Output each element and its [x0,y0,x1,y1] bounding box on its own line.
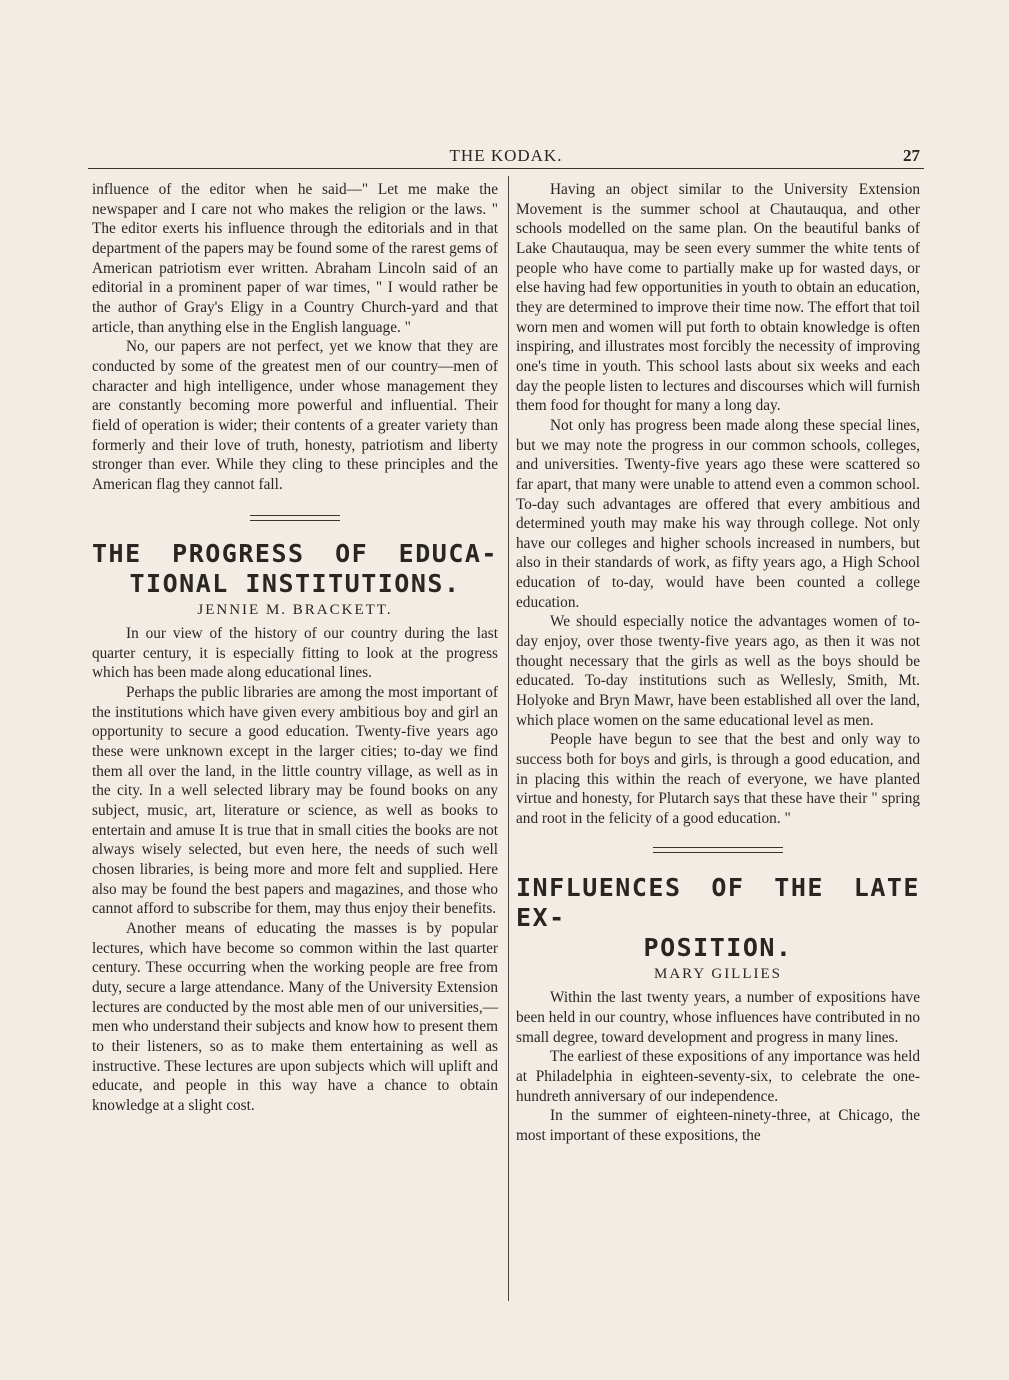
paragraph: In the summer of eighteen-ninety-three, at Chicago, the most important of these expositions, the [516,1107,920,1144]
page-number: 27 [903,146,920,165]
paragraph: Another means of educating the masses is by popular lectures, which have become so common within the last quarter century. These occurring when the working people are free from duty, secure a large attendance. Many of the University Extension lectures are conducted by the most able men of our universities,—men who understand their subjects and know how to present them to their listeners, so as to make them entertaining as well as instructive. These lectures are upon subjects which will uplift and educate, and people in this way have a chance to obtain knowledge at a slight cost. [92,920,498,1114]
paragraph: In our view of the history of our country during the last quarter century, it is especially fitting to look at the progress which has been made along educational lines. [92,625,498,682]
article-headline [92,539,498,599]
left-column [92,180,498,1116]
section-rule [653,847,783,853]
paragraph: Perhaps the public libraries are among the most important of the institutions which have given every ambitious boy and girl an opportunity to secure a good education. Twenty-five years ago these were unknown except in the larger cities; to-day we find them all over the land, in the little country village, as well as in the city. In a well selected library may be found books on any subject, music, art, literature or science, as well as books to entertain and amuse It is true that in small cities the books are not always wisely selected, but even here, the needs of such well chosen libraries, is being more and more felt and supplied. Here also may be found the best papers and magazines, and those who cannot afford to subscribe for them, may thus enjoy their benefits. [92,684,498,918]
column-divider [508,176,509,1301]
paragraph: People have begun to see that the best and only way to success both for boys and girls, is through a good education, and in placing this within the reach of everyone, we have planted virtue and honesty, for Plutarch says that these have their " spring and root in the felicity of a good education. " [516,731,920,827]
paragraph: Within the last twenty years, a number of expositions have been held in our country, whose influences have contributed in no small degree, toward development and progress in many lines. [516,989,920,1046]
paragraph: influence of the editor when he said—" Let me make the newspaper and I care not who makes the religion or the laws. " The editor exerts his influence through the editorials and in that department of the papers may be found some of the rarest gems of American patriotism ever written. Abraham Lincoln said of an editorial in a prominent paper of war times, " I would rather be the author of Gray's Eligy in a Country Church-yard and that article, than anything else in the English language. " [92,181,498,336]
periodical-title: THE KODAK. [449,146,563,165]
article-byline: MARY GILLIES [653,965,783,982]
paragraph: We should especially notice the advantages women of to-day enjoy, over those twenty-five years ago, as then it was not thought necessary that the girls as well as the boys should be educated. To-day institutions such as Wellesly, Smith, Mt. Holyoke and Bryn Mawr, have been established all over the land, which place women on the same educational level as men. [516,613,920,729]
article-headline [516,873,920,963]
headline-line-1: INFLUENCES OF THE LATE EX- [516,872,920,932]
paragraph: Not only has progress been made along these special lines, but we may note the progress in our common schools, colleges, and universities. Twenty-five years ago these were scattered so far apart, that many were unable to attend even a common school. To-day such advantages are offered that every ambitious and determined youth may make his way through college. Not only have our colleges and higher schools increased in numbers, but also in their standards of work, as fifty years ago, a High School education of to-day, would have been counted a college education. [516,416,920,611]
headline-line-2: POSITION. [643,932,793,962]
headline-line-1: THE PROGRESS OF EDUCA- [92,538,498,568]
headline-line-2: TIONAL INSTITUTIONS. [129,568,461,598]
paragraph: Having an object similar to the University Extension Movement is the summer school at Chautauqua, and other schools modelled on the same plan. On the beautiful banks of Lake Chautauqua, may be seen every summer the white tents of people who have come to partially make up for wasted days, or else having had few opportunities in youth to obtain an education, they are determined to improve their time now. The effort that toil worn men and women will put forth to obtain knowledge is often inspiring, and illustrates most forcibly the necessity of improving one's time in youth. This school lasts about six weeks and each day the people listen to lectures and discourses which will furnish them food for thought for many a long day. [516,181,921,415]
right-column [516,180,920,1146]
section-rule [250,515,340,521]
paragraph: No, our papers are not perfect, yet we know that they are conducted by some of the greatest men of our country—men of character and high intelligence, under whose management they are constantly becoming more powerful and influential. Their field of operation is wider; their contents of a greater variety than formerly and their love of truth, honesty, patriotism and liberty stronger than ever. While they cling to these principles and the American flag they cannot fall. [92,338,498,493]
running-header [88,146,924,169]
article-byline: JENNIE M. BRACKETT. [197,601,393,618]
paragraph: The earliest of these expositions of any importance was held at Philadelphia in eighteen-seventy-six, to celebrate the one-hundreth anniversary of our independence. [516,1048,920,1105]
